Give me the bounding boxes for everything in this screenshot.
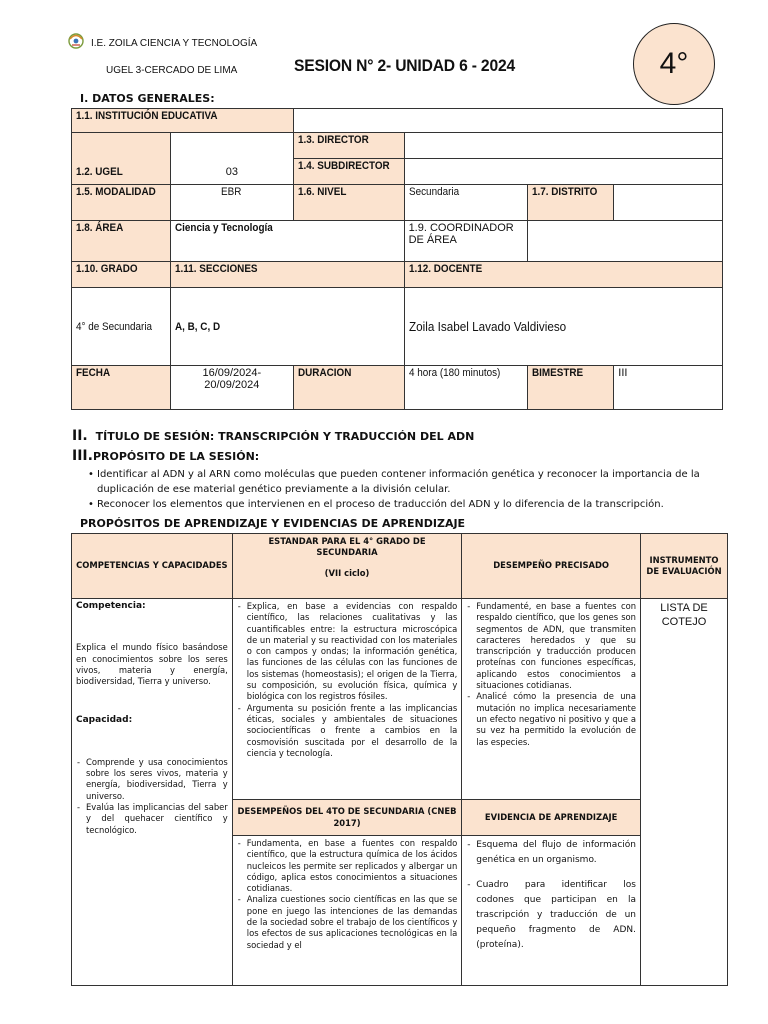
bimestre-label: BIMESTRE <box>528 366 614 410</box>
subdirector-label: 1.4. SUBDIRECTOR <box>293 159 404 185</box>
nivel-value: Secundaria <box>404 185 528 221</box>
session-title: SESION N° 2- UNIDAD 6 - 2024 <box>294 56 516 75</box>
propositos-aprendizaje-heading: PROPÓSITOS DE APRENDIZAJE Y EVIDENCIAS DE APRENDIZAJE <box>80 517 466 530</box>
bimestre-value: III <box>614 366 723 410</box>
titulo-sesion-number: II. <box>72 428 88 444</box>
proposito-number: III. <box>72 448 93 464</box>
area-value: Ciencia y Tecnología <box>170 221 404 262</box>
fecha-label: FECHA <box>72 366 171 410</box>
col-evidencia-header: EVIDENCIA DE APRENDIZAJE <box>462 800 641 836</box>
col-desempeno-header: DESEMPEÑO PRECISADO <box>462 534 641 599</box>
ugel-label: 1.2. UGEL <box>72 133 171 185</box>
estandar-list <box>237 601 458 759</box>
evidencia-item: - Cuadro para identificar los codones que participan en la trascripción y traducción de un pequeño fragmento de ADN. (proteína). <box>466 878 636 953</box>
desempeno-list <box>466 601 636 748</box>
desempeno-item: - Analicé cómo la presencia de una mutación no implica necesariamente un efecto negativo ni positivo y que a su vez ha permitido la evolución de las especies. <box>466 691 636 747</box>
distrito-label: 1.7. DISTRITO <box>528 185 614 221</box>
secciones-label: 1.11. SECCIONES <box>170 262 404 288</box>
competencia-text: Explica el mundo físico basándose en conocimientos sobre los seres vivos, materia y energía, biodiversidad, Tierra y universo. <box>76 642 228 687</box>
coordinador-label: 1.9. COORDINADOR DE ÁREA <box>404 221 528 262</box>
estandar-cell <box>232 599 462 800</box>
col-desempenos-4to-header: DESEMPEÑOS DEL 4TO DE SECUNDARIA (CNEB 2017) <box>232 800 462 836</box>
proposito-heading <box>72 448 259 464</box>
purpose-list <box>88 467 728 512</box>
ugel-name: UGEL 3-CERCADO DE LIMA <box>106 65 238 76</box>
estandar-item: - Argumenta su posición frente a las implicancias éticas, sociales y ambientales de situaciones sociocientíficas o frente a cambios en la cosmovisión suscitada por el desarrollo de la ciencia y tecnología. <box>237 703 458 759</box>
purpose-item: • Reconocer los elementos que intervienen en el proceso de traducción del ADN y lo diferencia de la transcripción. <box>88 497 728 512</box>
learning-purposes-table <box>71 533 728 986</box>
desempeno-item: - Fundamenté, en base a fuentes con respaldo científico, que los genes son segmentos de ADN, que transmiten caracteres heredados y que su transcripción y traducción producen proteínas con funciones específicas, aplicando estos conocimientos a situaciones cotidianas. <box>466 601 636 691</box>
ugel-value: 03 <box>170 133 293 185</box>
director-value <box>404 133 722 159</box>
capacidad-item: - Evalúa las implicancias del saber y del quehacer científico y tecnológico. <box>76 802 228 836</box>
instrumento-value: LISTA DE COTEJO <box>641 599 728 986</box>
secciones-value: A, B, C, D <box>170 288 404 366</box>
col-estandar-title: ESTANDAR PARA EL 4° GRADO DE SECUNDARIA <box>268 536 426 558</box>
school-logo <box>66 30 86 50</box>
school-name: I.E. ZOILA CIENCIA Y TECNOLOGÍA <box>91 38 258 49</box>
institucion-label: 1.1. INSTITUCIÓN EDUCATIVA <box>72 109 294 133</box>
estandar-item: - Explica, en base a evidencias con respaldo científico, las relaciones cualitativas y las cuantificables entre: la estructura microscópica de un material y su reactividad con los materiales o con campos y ondas; la información genética, las funciones de las células con las funciones de los sistemas (homeostasis); el origen de la Tierra, su composición, su evolución física, química y biológica con los registros fósiles. <box>237 601 458 703</box>
capacidad-item: - Comprende y usa conocimientos sobre los seres vivos, materia y energía, biodiversidad, Tierra y universo. <box>76 757 228 802</box>
duracion-value: 4 hora (180 minutos) <box>404 366 528 410</box>
coordinador-value <box>528 221 723 262</box>
proposito-text: PROPÓSITO DE LA SESIÓN: <box>92 450 260 463</box>
grade-badge: 4° <box>633 23 715 105</box>
col-instrumento-header: INSTRUMENTO DE EVALUACIÓN <box>641 534 728 599</box>
docente-value: Zoila Isabel Lavado Valdivieso <box>404 288 722 366</box>
duracion-label: DURACION <box>293 366 404 410</box>
desempenos-4to-cell <box>232 836 462 986</box>
col-estandar-header <box>232 534 462 599</box>
desempeno-cell <box>462 599 641 800</box>
desempeno-4to-item: - Fundamenta, en base a fuentes con respaldo científico, que la estructura química de los ácidos nucleicos les permite ser replicados y albergar un código, aplica estos conocimientos a situaciones cotidianas. <box>237 838 458 894</box>
area-label: 1.8. ÁREA <box>72 221 171 262</box>
modalidad-value: EBR <box>170 185 293 221</box>
grado-label: 1.10. GRADO <box>72 262 171 288</box>
desempenos-4to-list <box>237 838 458 951</box>
director-label: 1.3. DIRECTOR <box>293 133 404 159</box>
col-competencias-header: COMPETENCIAS Y CAPACIDADES <box>72 534 233 599</box>
evidencia-cell <box>462 836 641 986</box>
col-estandar-subtitle: (VII ciclo) <box>324 567 370 578</box>
evidencia-list <box>466 838 636 953</box>
grado-value: 4° de Secundaria <box>72 288 171 366</box>
evidencia-item: - Esquema del flujo de información genética en un organismo. <box>466 838 636 868</box>
capacidad-label: Capacidad: <box>76 715 133 726</box>
distrito-value <box>614 185 723 221</box>
subdirector-value <box>404 159 722 185</box>
purpose-item: • Identificar al ADN y al ARN como moléculas que pueden contener información genética y reconocer la importancia de la duplicación de ese material genético previamente a la división celular. <box>88 467 728 497</box>
titulo-sesion-text: TÍTULO DE SESIÓN: TRANSCRIPCIÓN Y TRADUCCIÓN DEL ADN <box>95 430 475 443</box>
docente-label: 1.12. DOCENTE <box>404 262 722 288</box>
capacidades-list <box>76 757 228 836</box>
fecha-value: 16/09/2024- 20/09/2024 <box>170 366 293 410</box>
desempeno-4to-item: - Analiza cuestiones socio científicas en las que se pone en juego las intenciones de las demandas de la sociedad sobre el trabajo de los científicos y los efectos de sus aplicaciones tecnológicas en la sociedad y el <box>237 894 458 950</box>
modalidad-label: 1.5. MODALIDAD <box>72 185 171 221</box>
competencia-label: Competencia: <box>76 601 146 611</box>
datos-generales-heading: I. DATOS GENERALES: <box>80 92 215 105</box>
general-data-table <box>71 108 723 410</box>
nivel-label: 1.6. NIVEL <box>293 185 404 221</box>
competencias-cell <box>72 599 233 986</box>
titulo-sesion-heading <box>72 428 474 444</box>
institucion-value <box>293 109 722 133</box>
